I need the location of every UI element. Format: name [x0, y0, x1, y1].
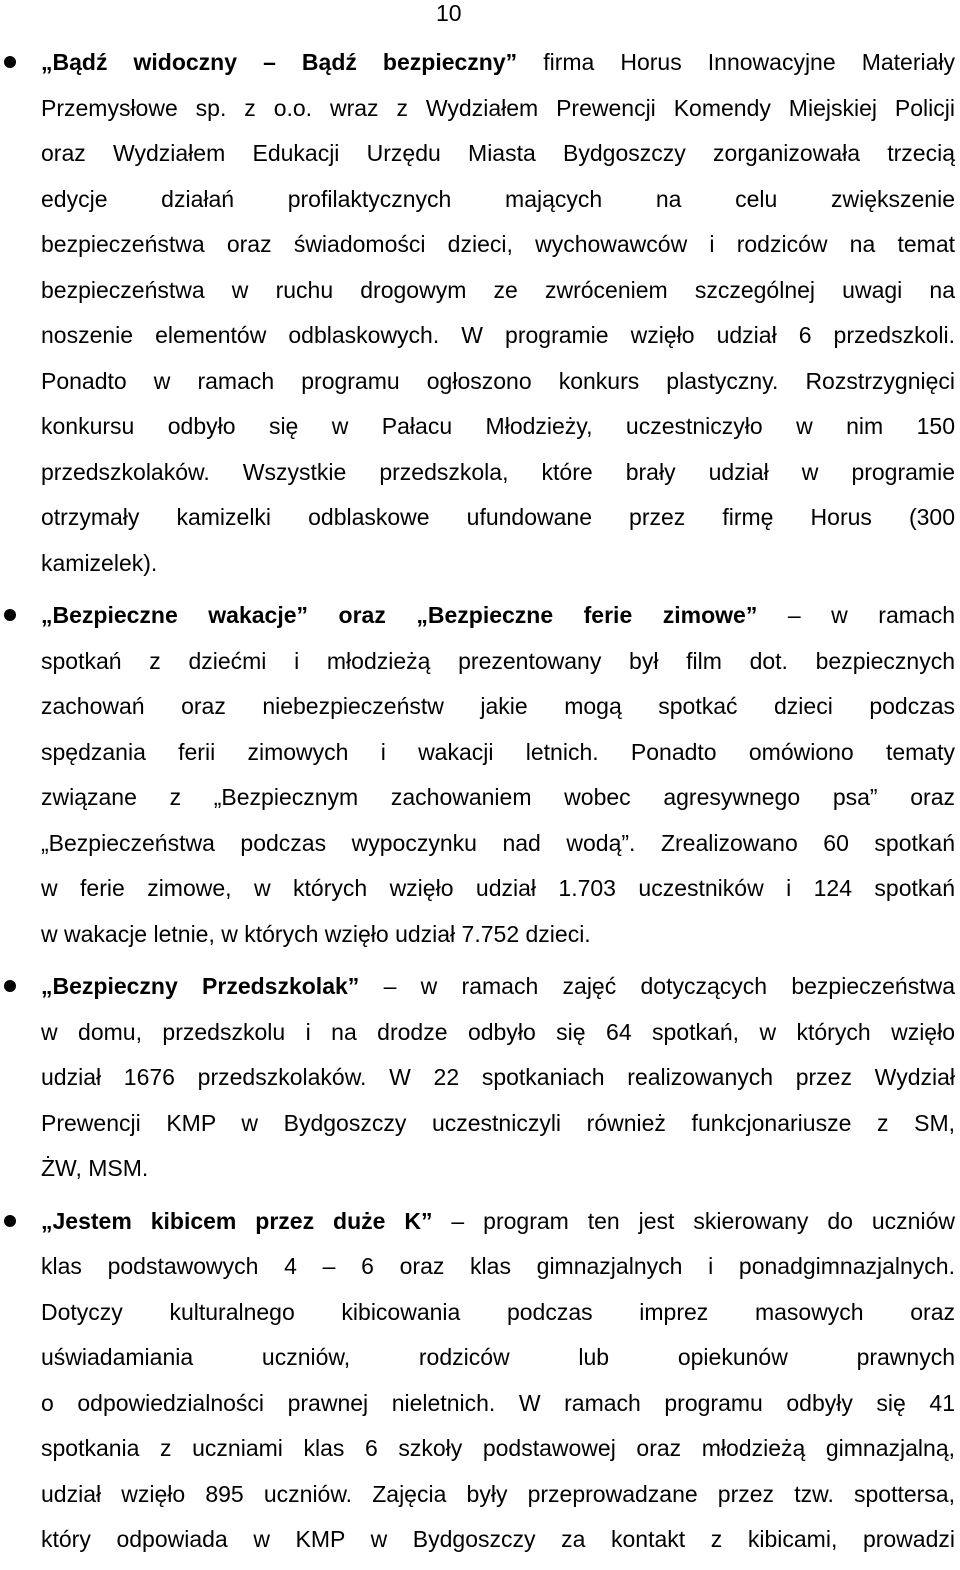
bullet-item: [0, 1199, 960, 1563]
text-line: Dotyczy kulturalnego kibicowania podczas imprez masowych oraz: [41, 1298, 955, 1325]
page-number: 10: [436, 0, 462, 26]
text-line: w ferie zimowe, w których wzięło udział 1.703 uczestników i 124 spotkań: [41, 875, 955, 901]
text-line: udział wzięło 895 uczniów. Zajęcia były przeprowadzane przez tzw. spottersa,: [41, 1480, 955, 1507]
bullet-item: [0, 593, 960, 957]
text-line: w wakacje letnie, w których wzięło udział 7.752 dzieci.: [41, 920, 591, 947]
text-line: „Bezpieczeństwa podczas wypoczynku nad wodą”. Zrealizowano 60 spotkań: [41, 829, 955, 856]
text-line: Ponadto w ramach programu ogłoszono konkurs plastyczny. Rozstrzygnięci: [41, 367, 955, 394]
bullet-icon: [4, 980, 16, 992]
text-line: kamizelek).: [41, 549, 158, 576]
text-line: oraz Wydziałem Edukacji Urzędu Miasta Bydgoszczy zorganizowała trzecią: [41, 140, 955, 166]
text-line: zachowań oraz niebezpieczeństw jakie mogą spotkać dzieci podczas: [41, 693, 955, 719]
text-line: „Bezpieczne wakacje” oraz „Bezpieczne ferie zimowe” – w ramach: [41, 602, 955, 628]
text-line: „Bądź widoczny – Bądź bezpieczny” firma Horus Innowacyjne Materiały: [41, 49, 955, 75]
text-line: bezpieczeństwa w ruchu drogowym ze zwróceniem szczególnej uwagi na: [41, 276, 955, 303]
text-line: spędzania ferii zimowych i wakacji letnich. Ponadto omówiono tematy: [41, 738, 955, 765]
text-line: bezpieczeństwa oraz świadomości dzieci, wychowawców i rodziców na temat: [41, 231, 955, 257]
text-line: w domu, przedszkolu i na drodze odbyło się 64 spotkań, w których wzięło: [41, 1018, 955, 1045]
text-line: ŻW, MSM.: [41, 1155, 149, 1181]
text-line: związane z „Bezpiecznym zachowaniem wobec agresywnego psa” oraz: [41, 784, 955, 810]
text-line: Prewencji KMP w Bydgoszczy uczestniczyli również funkcjonariusze z SM,: [41, 1109, 955, 1136]
text-line: „Jestem kibicem przez duże K” – program ten jest skierowany do uczniów: [41, 1207, 955, 1234]
text-line: o odpowiedzialności prawnej nieletnich. W ramach programu odbyły się 41: [41, 1389, 955, 1416]
text-line: który odpowiada w KMP w Bydgoszczy za kontakt z kibicami, prowadzi: [41, 1526, 955, 1552]
bullet-item: [0, 40, 960, 586]
text-line: spotkania z uczniami klas 6 szkoły podstawowej oraz młodzieżą gimnazjalną,: [41, 1435, 955, 1461]
text-line: spotkań z dziećmi i młodzieżą prezentowany był film dot. bezpiecznych: [41, 647, 955, 674]
text-line: klas podstawowych 4 – 6 oraz klas gimnazjalnych i ponadgimnazjalnych.: [41, 1253, 955, 1279]
text-line: „Bezpieczny Przedszkolak” – w ramach zajęć dotyczących bezpieczeństwa: [41, 973, 955, 999]
text-line: uświadamiania uczniów, rodziców lub opiekunów prawnych: [41, 1344, 955, 1370]
text-line: noszenie elementów odblaskowych. W programie wzięło udział 6 przedszkoli.: [41, 322, 955, 348]
text-line: Przemysłowe sp. z o.o. wraz z Wydziałem Prewencji Komendy Miejskiej Policji: [41, 94, 955, 121]
document-body: [0, 40, 960, 1570]
bullet-item: [0, 964, 960, 1192]
bullet-list: [0, 40, 960, 1563]
text-line: konkursu odbyło się w Pałacu Młodzieży, uczestniczyło w nim 150: [41, 413, 955, 439]
text-line: edycje działań profilaktycznych mających na celu zwiększenie: [41, 185, 955, 212]
bullet-icon: [4, 56, 16, 68]
text-line: przedszkolaków. Wszystkie przedszkola, które brały udział w programie: [41, 458, 955, 485]
text-line: udział 1676 przedszkolaków. W 22 spotkaniach realizowanych przez Wydział: [41, 1064, 955, 1090]
text-line: otrzymały kamizelki odblaskowe ufundowane przez firmę Horus (300: [41, 504, 955, 530]
bullet-icon: [4, 1215, 16, 1227]
bullet-icon: [4, 609, 16, 621]
